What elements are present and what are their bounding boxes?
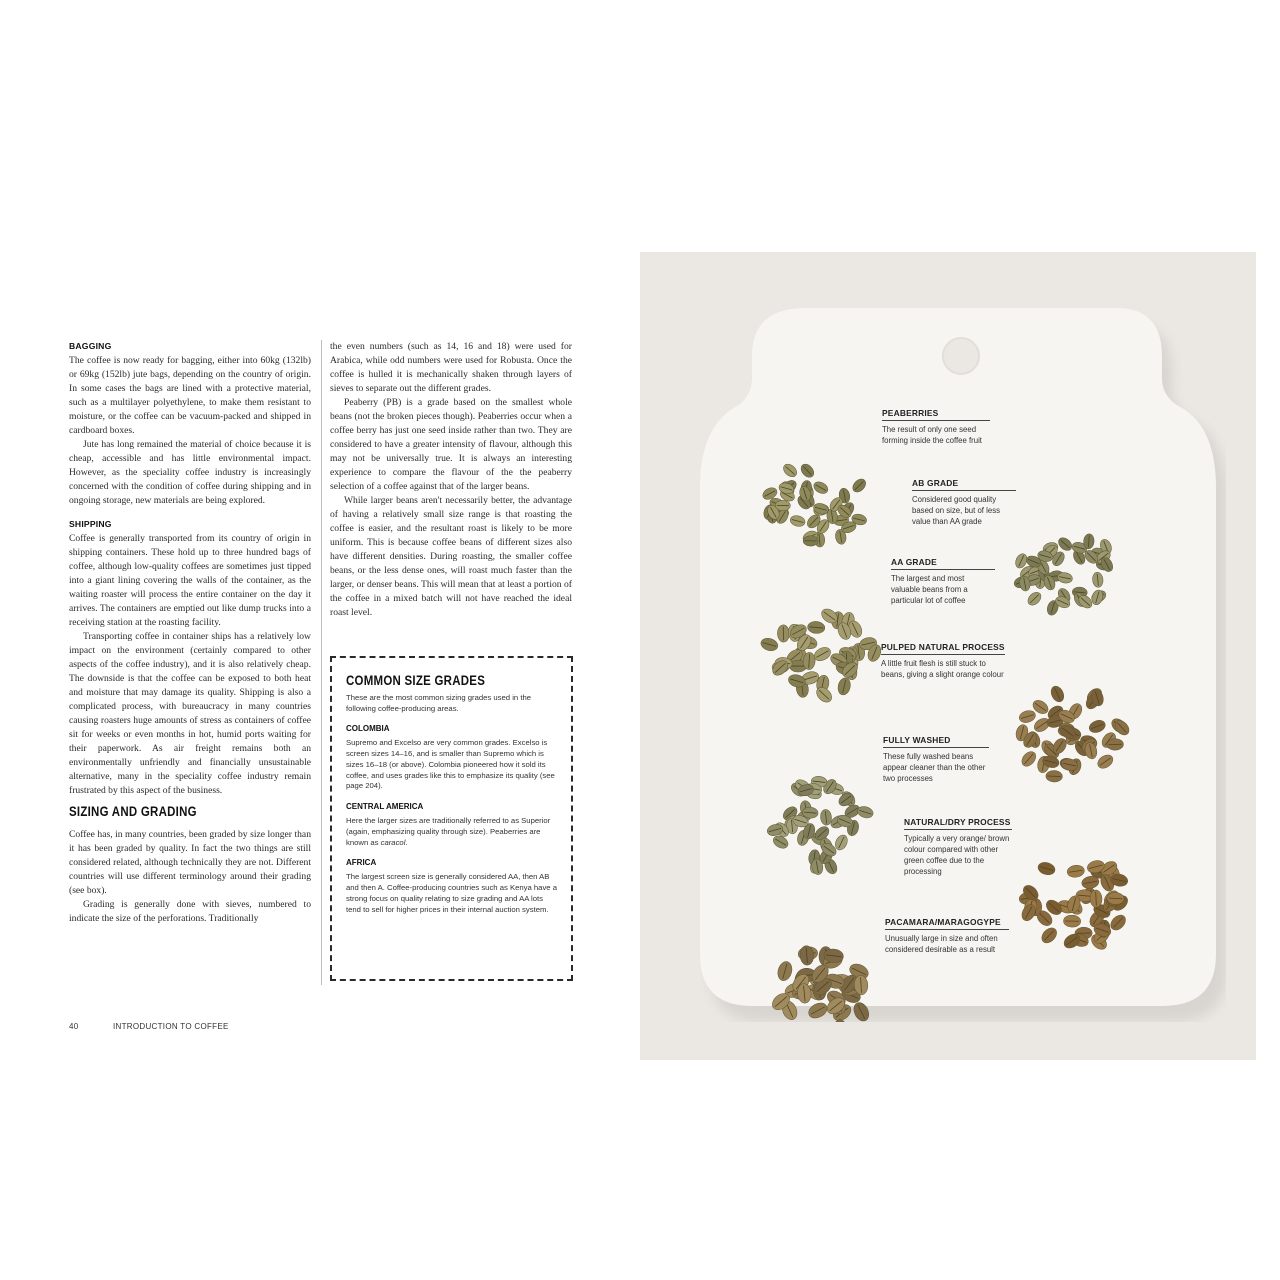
text-column-left [69,340,311,926]
pulped-natural-desc: A little fruit flesh is still stuck to beans, giving a slight orange colour [881,659,1004,679]
peaberry-paragraph: Peaberry (PB) is a grade based on the smallest whole beans (not the broken pieces though). Peaberries occur when a coffee berry has just one seed inside rather than two. They are considered to have a greater intensity of flavour, although this may not be universally true. It is always an interesting experience to compare the flavour of the the peaberry selection of a coffee against that of the larger beans. [330,397,572,492]
ab-grade-label [912,478,1016,527]
natural-dry-desc: Typically a very orange/ brown colour compared with other green coffee due to the processing [904,834,1010,876]
sizing-paragraph-2: Grading is generally done with sieves, numbered to indicate the size of the perforations. Traditionally [69,899,311,924]
aa-grade-title: AA GRADE [891,557,995,570]
central-america-heading: CENTRAL AMERICA [346,802,424,812]
shipping-paragraph-2: Transporting coffee in container ships has a relatively low impact on the environment (certainly compared to other aspects of the coffee industry), and it is also relatively cheap. The downside is that the coffee can be exposed to both heat and moisture that may damage its quality. Shipping is also a complicated process, with bureaucracy in many countries causing roasters huge amounts of stress as containers of coffee sit for weeks or even months in hot, humid ports waiting for their paperwork. As air freight remains both an environmentally unfriendly and financially unsustainable alternative, many in the speciality coffee industry remain frustrated by this aspect of the business. [69,631,311,796]
peaberries-label [882,408,990,446]
pacamara-desc: Unusually large in size and often considered desirable as a result [885,934,998,954]
pacamara-title: PACAMARA/MARAGOGYPE [885,917,1009,930]
running-footer: INTRODUCTION TO COFFEE [113,1022,229,1031]
column-divider [321,340,322,985]
ab-grade-desc: Considered good quality based on size, but of less value than AA grade [912,495,1000,526]
bean-crease [1077,933,1091,934]
natural-dry-label [904,817,1012,877]
colombia-text: Supremo and Excelso are very common grades. Excelso is screen sizes 14–16, and is smaller than Supremo which is sizes 16–18 (or above). Colombia pioneered how it sold its coffee, and uses grades like this to emphasize its quality (see page 204). [346,738,555,791]
bagging-heading: BAGGING [69,341,112,351]
pulped-natural-title: PULPED NATURAL PROCESS [881,642,1005,655]
coffee-bean-photo [640,252,1256,1060]
bean-size-paragraph: While larger beans aren't necessarily better, the advantage of having a relatively small size range is that roasting the coffee is easier, and the resultant roast is likely to be more uniform. This is because coffee beans of different sizes also have different densities. During roasting, the smaller coffee beans, or the less dense ones, will roast much faster than the larger, or denser beans. This will mean that at least a portion of the coffee in a mixed batch will not have reached the ideal roast level. [330,495,572,618]
peaberries-title: PEABERRIES [882,408,990,421]
fully-washed-title: FULLY WASHED [883,735,989,748]
fully-washed-desc: These fully washed beans appear cleaner than the other two processes [883,752,986,783]
page-number: 40 [69,1022,79,1031]
grading-paragraph-1: the even numbers (such as 14, 16 and 18) were used for Arabica, while odd numbers were used for Robusta. Once the coffee is hulled it is mechanically shaken through layers of sieves to separate out the different grades. [330,341,572,394]
bagging-paragraph-2: Jute has long remained the material of choice because it is cheap, accessible and has little environmental impact. However, as the speciality coffee industry is increasingly concerned with the condition of coffee during shipping and in ongoing storage, new materials are being explored. [69,439,311,506]
shipping-paragraph-1: Coffee is generally transported from its country of origin in shipping containers. These hold up to three hundred bags of coffee, although low-quality coffees are sometimes just tipped into a giant lining covering the walls of the container, as the waiting roaster will process the entire container on the day it arrives. The containers are emptied out like dump trucks into a receiving station at the roasting facility. [69,533,311,628]
africa-text: The largest screen size is generally considered AA, then AB and then A. Coffee-producing countries such as Kenya have a strong focus on quality relating to size grading and AA lots tend to sell for higher prices in their internal auction system. [346,872,557,914]
pacamara-label [885,917,1009,955]
ab-grade-title: AB GRADE [912,478,1016,491]
africa-heading: AFRICA [346,858,377,868]
fully-washed-label [883,735,989,784]
aa-grade-desc: The largest and most valuable beans from a particular lot of coffee [891,574,968,605]
size-grades-box [330,656,573,981]
bagging-paragraph-1: The coffee is now ready for bagging, either into 60kg (132lb) or 69kg (152lb) jute bags, depending on the country of origin. In some cases the bags are lined with a protective material, such as a multilayer polyethylene, to make them resistant to moisture, or the coffee can be vacuum-packed and shipped in cardboard boxes. [69,355,311,436]
text-column-right [330,340,572,620]
shipping-heading: SHIPPING [69,519,112,529]
sizing-heading: SIZING AND GRADING [69,804,197,819]
aa-grade-label [891,557,995,606]
sizing-paragraph-1: Coffee has, in many countries, been graded by size longer than it has been graded by quality. In fact the two things are still considered related, although technically they are not. Different countries will use different terminology around their grading (see box). [69,829,311,896]
central-america-text: Here the larger sizes are traditionally referred to as Superior (again, emphasizing quality through size). Peaberries are known as caracol. [346,815,551,847]
board-hanging-hole [943,338,979,374]
natural-dry-title: NATURAL/DRY PROCESS [904,817,1012,830]
box-intro: These are the most common sizing grades used in the following coffee-producing areas. [346,692,532,713]
colombia-heading: COLOMBIA [346,724,390,734]
pulped-natural-label [881,642,1005,680]
peaberries-desc: The result of only one seed forming inside the coffee fruit [882,425,982,445]
box-title: COMMON SIZE GRADES [346,673,486,688]
